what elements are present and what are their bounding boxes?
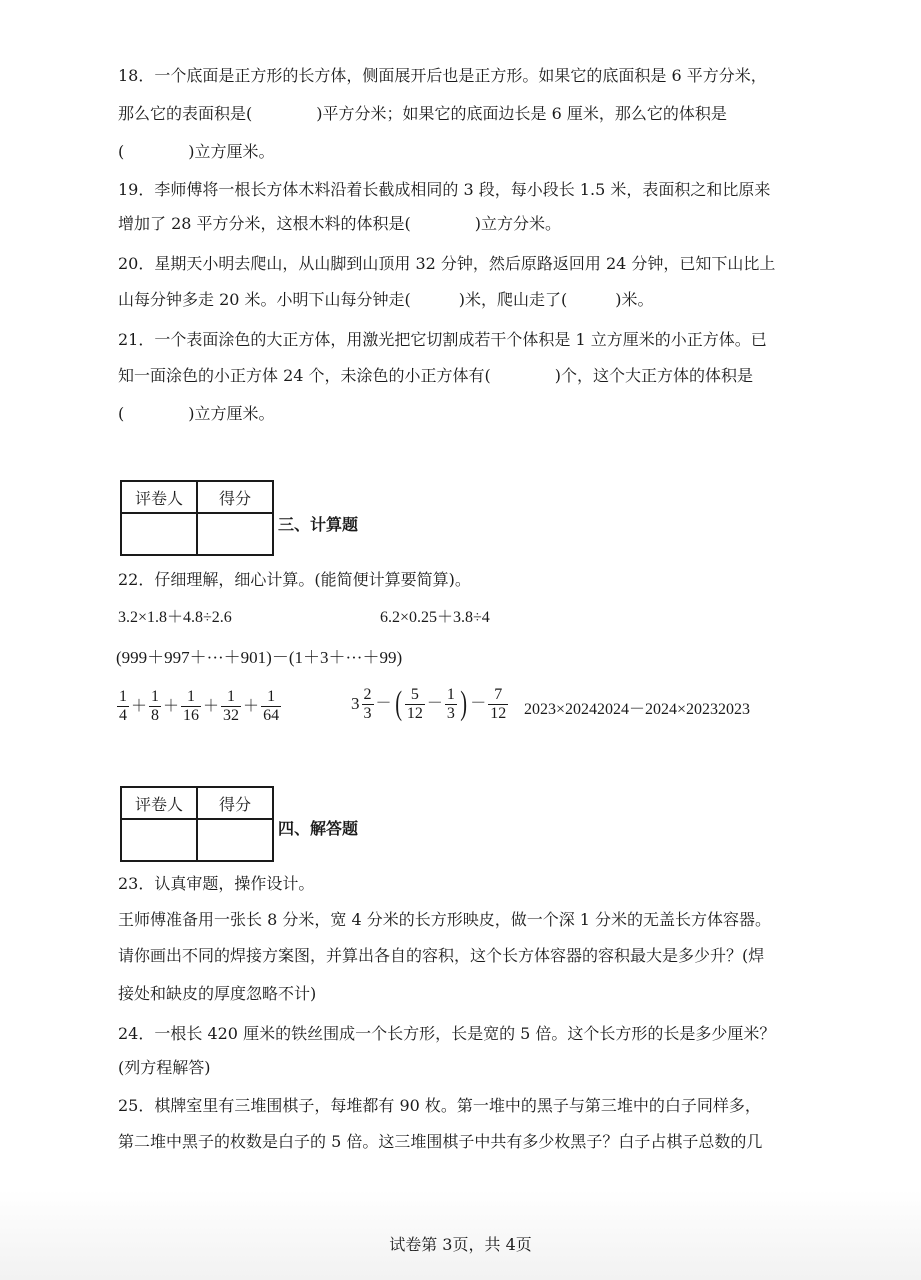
- reviewer-cell[interactable]: [121, 513, 197, 555]
- plus-sign: ＋: [203, 697, 220, 715]
- score-label: 得分: [197, 787, 273, 819]
- plus-sign: ＋: [163, 697, 180, 715]
- expression-4-fraction-sum: [116, 688, 282, 725]
- q23-line-3: 请你画出不同的焊接方案图，并算出各自的容积，这个长方体容器的容积最大是多少升？(焊: [118, 946, 765, 965]
- section-4-title: 四、解答题: [278, 819, 359, 838]
- expression-5-mixed: [350, 684, 509, 724]
- fraction: $\frac{1}{8}$: [151, 688, 160, 724]
- q21-line-2: 知一面涂色的小正方体 24 个，未涂色的小正方体有( )个，这个大正方体的体积是: [118, 366, 754, 385]
- fraction: $\frac{1}{16}$: [183, 688, 200, 724]
- q20-line-1: 20．星期天小明去爬山，从山脚到山顶用 32 分钟，然后原路返回用 24 分钟，已知下山比上: [118, 254, 776, 273]
- minus-sign: －: [426, 695, 443, 712]
- fraction: $\frac{1}{32}$: [223, 688, 240, 724]
- fraction: $\frac{1}{64}$: [263, 688, 280, 724]
- score-cell[interactable]: [197, 819, 273, 861]
- section-3-title: 三、计算题: [278, 515, 359, 534]
- minus-sign: －: [470, 695, 487, 712]
- score-box-section-4: [120, 786, 274, 862]
- q22-line-1: 22．仔细理解，细心计算。(能简便计算要简算)。: [118, 570, 471, 589]
- q24-line-1: 24．一根长 420 厘米的铁丝围成一个长方形，长是宽的 5 倍。这个长方形的长是多少厘米？: [118, 1024, 776, 1043]
- right-paren: ): [460, 685, 467, 722]
- q24-line-2: (列方程解答): [118, 1058, 211, 1077]
- expression-1: 3.2×1.8＋4.8÷2.6: [118, 609, 232, 626]
- plus-sign: ＋: [131, 697, 148, 715]
- expression-3-part-b: (1＋3＋···＋99): [288, 648, 403, 667]
- minus-sign: －: [375, 695, 392, 712]
- page-footer: 试卷第 3页，共 4页: [389, 1235, 532, 1254]
- reviewer-label: 评卷人: [121, 787, 197, 819]
- q21-line-3: ( )立方厘米。: [118, 404, 275, 423]
- q18-line-1: 18．一个底面是正方形的长方体，侧面展开后也是正方形。如果它的底面积是 6 平方分米，: [118, 66, 767, 85]
- expression-6: 2023×20242024－2024×20232023: [524, 701, 751, 718]
- score-cell[interactable]: [197, 513, 273, 555]
- reviewer-label: 评卷人: [121, 481, 197, 513]
- score-label: 得分: [197, 481, 273, 513]
- q23-line-2: 王师傅准备用一张长 8 分米，宽 4 分米的长方形映皮，做一个深 1 分米的无盖长方体容器。: [118, 910, 772, 929]
- q21-line-1: 21．一个表面涂色的大正方体，用激光把它切割成若干个体积是 1 立方厘米的小正方体。已: [118, 330, 767, 349]
- q25-line-1: 25．棋牌室里有三堆围棋子，每堆都有 90 枚。第一堆中的黑子与第三堆中的白子同样多，: [118, 1096, 761, 1115]
- fraction: $\frac{1}{3}$: [446, 685, 455, 722]
- left-paren: (: [394, 685, 402, 722]
- q18-line-3: ( )立方厘米。: [118, 142, 275, 161]
- q25-line-2: 第二堆中黑子的枚数是白子的 5 倍。这三堆围棋子中共有多少枚黑子？白子占棋子总数的几: [118, 1132, 763, 1151]
- plus-sign: ＋: [243, 697, 260, 715]
- q18-line-2: 那么它的表面积是( )平方分米；如果它的底面边长是 6 厘米，那么它的体积是: [118, 104, 727, 123]
- fraction: $\frac{7}{12}$: [490, 685, 507, 722]
- fraction: $\frac{2}{3}$: [363, 685, 372, 722]
- fraction: $\frac{1}{4}$: [119, 688, 127, 724]
- expression-2: 6.2×0.25＋3.8÷4: [380, 609, 490, 626]
- q23-line-4: 接处和缺皮的厚度忽略不计): [118, 984, 317, 1003]
- expression-3-part-a: (999＋997＋···＋901): [116, 648, 272, 667]
- expression-3: [116, 648, 402, 668]
- whole-number: 3: [351, 694, 360, 713]
- score-box-section-3: [120, 480, 274, 556]
- q19-line-2: 增加了 28 平方分米，这根木料的体积是( )立方分米。: [118, 214, 562, 233]
- q20-line-2: 山每分钟多走 20 米。小明下山每分钟走( )米，爬山走了( )米。: [118, 290, 654, 309]
- reviewer-cell[interactable]: [121, 819, 197, 861]
- expression-3-operator: －: [271, 648, 289, 667]
- fraction: $\frac{5}{12}$: [406, 685, 423, 722]
- q19-line-1: 19．李师傅将一根长方体木料沿着长截成相同的 3 段，每小段长 1.5 米，表面积之和比原来: [118, 180, 771, 199]
- q23-line-1: 23．认真审题，操作设计。: [118, 874, 315, 893]
